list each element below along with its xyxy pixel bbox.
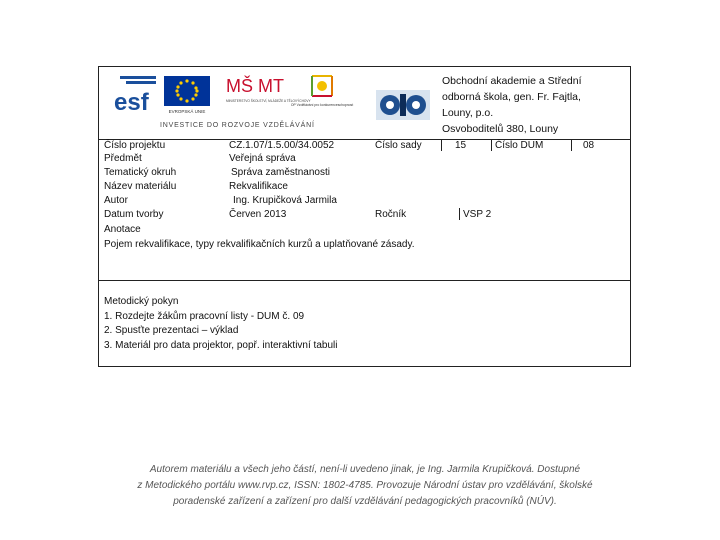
- cislo-projektu-value: CZ.1.07/1.5.00/34.0052: [229, 140, 335, 151]
- msmt-text: MŠ MT: [226, 76, 284, 96]
- rocnik-value: VSP 2: [463, 209, 492, 220]
- msmt-caption: MINISTERSTVO ŠKOLSTVÍ, MLÁDEŽE A TĚLOVÝCHOVY: [226, 99, 311, 103]
- cislo-dum-label: Číslo DUM: [495, 140, 544, 151]
- footer-line: Autorem materiálu a všech jeho částí, není-li uvedeno jinak, je Ing. Jarmila Krupičková. Dostupné: [149, 464, 581, 475]
- header-divider: [98, 139, 631, 140]
- esf-logo: [112, 72, 160, 116]
- cell-border: [491, 139, 492, 151]
- annotation-divider: [98, 280, 631, 281]
- datum-tvorby-label: Datum tvorby: [104, 209, 164, 220]
- op-vk-logo: [290, 72, 354, 118]
- logo-strip: [112, 72, 352, 132]
- eu-flag-logo: [164, 72, 210, 116]
- autor-value: Ing. Krupičková Jarmila: [233, 195, 337, 206]
- cislo-sady-label: Číslo sady: [375, 140, 422, 151]
- cislo-dum-value: 08: [583, 140, 595, 151]
- rocnik-label: Ročník: [375, 209, 407, 220]
- autor-label: Autor: [104, 195, 128, 206]
- school-line: odborná škola, gen. Fr. Fajtla,: [442, 91, 581, 103]
- metodicky-pokyn-step: 3. Materiál pro data projektor, popř. interaktivní tabuli: [104, 340, 338, 351]
- school-line: Osvoboditelů 380, Louny: [442, 123, 559, 135]
- anotace-label: Anotace: [104, 224, 141, 235]
- metodicky-pokyn-step: 2. Spusťte prezentaci – výklad: [104, 325, 239, 336]
- eu-caption: EVROPSKÁ UNIE: [168, 109, 206, 114]
- school-name: [442, 73, 617, 137]
- cell-border: [571, 139, 572, 151]
- tematicky-okruh-value: Správa zaměstnanosti: [231, 167, 330, 178]
- school-line: Louny, p.o.: [442, 107, 494, 119]
- footer-line: z Metodického portálu www.rvp.cz, ISSN: 1802-4785. Provozuje Národní ústav pro vzdělávání, školské: [137, 480, 593, 491]
- cell-border: [459, 208, 460, 220]
- nazev-materialu-value: Rekvalifikace: [229, 181, 288, 192]
- datum-tvorby-value: Červen 2013: [229, 209, 287, 220]
- cislo-sady-value: 15: [455, 140, 467, 151]
- anotace-text: Pojem rekvalifikace, typy rekvalifikačních kurzů a uplatňované zásady.: [104, 239, 415, 250]
- investice-tagline: INVESTICE DO ROZVOJE VZDĚLÁVÁNÍ: [160, 122, 315, 129]
- op-caption: OP Vzdělávání pro konkurenceschopnost: [290, 103, 354, 107]
- cell-border: [441, 139, 442, 151]
- school-line: Obchodní akademie a Střední: [442, 75, 582, 87]
- esf-text: esf: [114, 89, 149, 116]
- predmet-label: Předmět: [104, 153, 142, 164]
- school-logo: [374, 88, 432, 122]
- footer-notice: [115, 462, 615, 510]
- msmt-logo: [224, 72, 311, 118]
- cislo-projektu-label: Číslo projektu: [104, 140, 166, 151]
- tematicky-okruh-label: Tematický okruh: [104, 167, 177, 178]
- metodicky-pokyn-step: 1. Rozdejte žákům pracovní listy - DUM č. 09: [104, 311, 305, 322]
- metodicky-pokyn-label: Metodický pokyn: [104, 296, 179, 307]
- nazev-materialu-label: Název materiálu: [104, 181, 177, 192]
- footer-line: poradenské zařízení a zařízení pro další vzdělávání pedagogických pracovníků (NÚV).: [173, 496, 557, 507]
- predmet-value: Veřejná správa: [229, 153, 296, 164]
